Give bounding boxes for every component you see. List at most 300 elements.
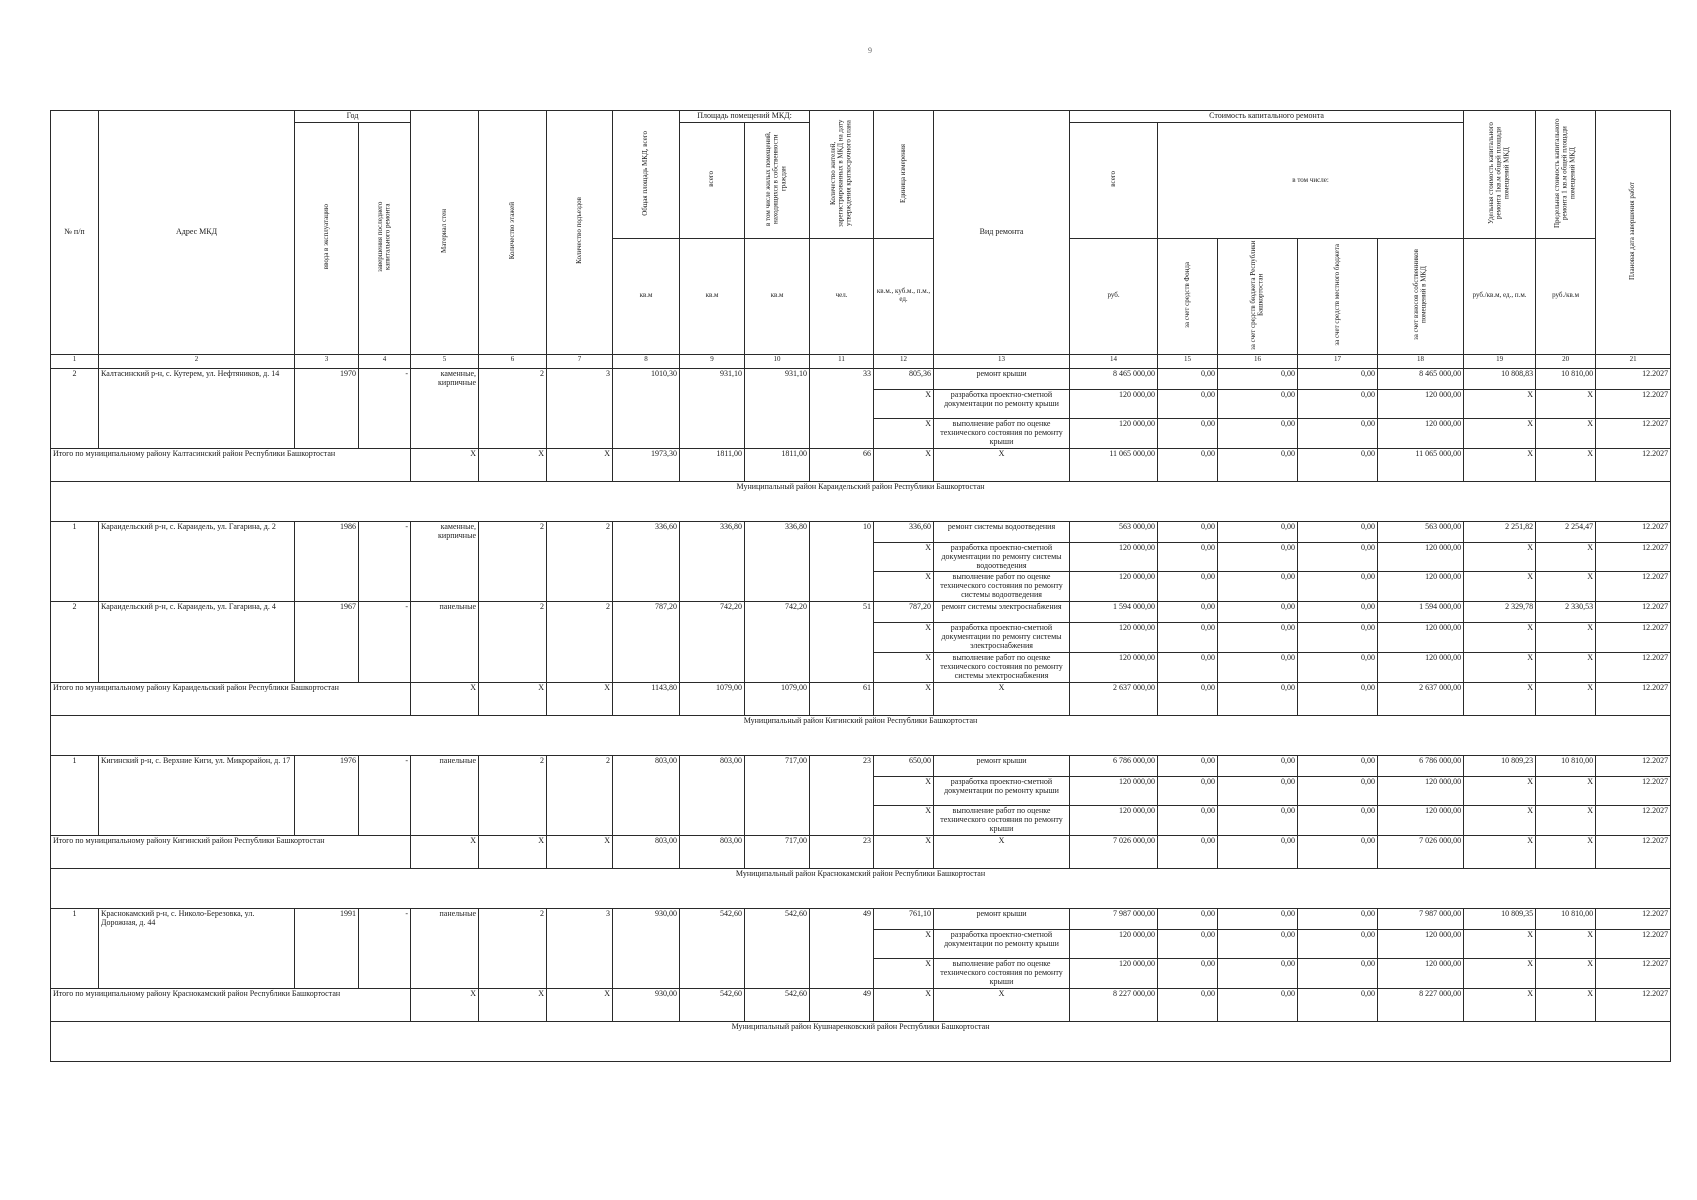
- cost-fund-cell: 0,00: [1158, 623, 1218, 653]
- cost-fund-cell: 0,00: [1158, 835, 1218, 868]
- plan-date-cell: 12.2027: [1596, 908, 1671, 929]
- cost-total-cell: 6 786 000,00: [1070, 756, 1158, 777]
- cost-total-cell: 120 000,00: [1070, 806, 1158, 836]
- unit-cost-cell: X: [1464, 929, 1536, 958]
- limit-cost-cell: X: [1536, 572, 1596, 602]
- plan-date-cell: 12.2027: [1596, 929, 1671, 958]
- cost-local-cell: 0,00: [1298, 623, 1378, 653]
- cost-fund-cell: 0,00: [1158, 368, 1218, 389]
- area-owned-cell: 717,00: [745, 835, 810, 868]
- year-commission-cell: 1986: [295, 521, 359, 602]
- district-section-heading: Муниципальный район Краснокамский район Республики Башкортостан: [51, 868, 1671, 908]
- floors-cell: 2: [479, 521, 547, 602]
- cost-fund-cell: 0,00: [1158, 542, 1218, 572]
- unit-cost-cell: X: [1464, 623, 1536, 653]
- wall-material-cell: X: [411, 683, 479, 716]
- work-type-cell: ремонт крыши: [934, 908, 1070, 929]
- area-all-cell: 336,80: [680, 521, 745, 602]
- table-row: [51, 602, 1671, 623]
- unit-cost-cell: X: [1464, 448, 1536, 481]
- year-last-repair-cell: -: [359, 602, 411, 683]
- cost-owners-cell: 120 000,00: [1378, 806, 1464, 836]
- cost-local-cell: 0,00: [1298, 908, 1378, 929]
- unit-cell: руб./кв.м, ед., п.м.: [1464, 238, 1536, 354]
- cost-local-cell: 0,00: [1298, 835, 1378, 868]
- address-cell: Калтасинский р-н, с. Кутерем, ул. Нефтяников, д. 14: [99, 368, 295, 448]
- residents-cell: 10: [810, 521, 874, 602]
- capital-repair-table: [50, 110, 1671, 1062]
- unit-cost-cell: X: [1464, 572, 1536, 602]
- wall-material-cell: каменные, кирпичные: [411, 521, 479, 602]
- plan-date-cell: 12.2027: [1596, 835, 1671, 868]
- cost-total-cell: 1 594 000,00: [1070, 602, 1158, 623]
- floors-cell: 2: [479, 602, 547, 683]
- unit-cost-cell: X: [1464, 835, 1536, 868]
- cost-rb-cell: 0,00: [1218, 368, 1298, 389]
- work-type-cell: разработка проектно-сметной документации по ремонту крыши: [934, 389, 1070, 418]
- residents-cell: 66: [810, 448, 874, 481]
- cost-owners-cell: 120 000,00: [1378, 929, 1464, 958]
- area-owned-cell: 542,60: [745, 988, 810, 1021]
- cost-owners-cell: 120 000,00: [1378, 572, 1464, 602]
- work-type-cell: выполнение работ по оценке технического состояния по ремонту системы водоотведения: [934, 572, 1070, 602]
- area-all-cell: 542,60: [680, 988, 745, 1021]
- cost-total-cell: 120 000,00: [1070, 572, 1158, 602]
- work-type-cell: X: [934, 683, 1070, 716]
- residents-cell: 23: [810, 756, 874, 836]
- residents-cell: 61: [810, 683, 874, 716]
- cost-rb-cell: 0,00: [1218, 572, 1298, 602]
- area-all-cell: 1079,00: [680, 683, 745, 716]
- cost-local-cell: 0,00: [1298, 653, 1378, 683]
- limit-cost-cell: 10 810,00: [1536, 368, 1596, 389]
- cost-fund-cell: 0,00: [1158, 572, 1218, 602]
- column-number: 11: [810, 354, 874, 368]
- col-plan-date-header: Плановая дата завершения работ: [1596, 111, 1671, 355]
- district-total-row: [51, 988, 1671, 1021]
- limit-cost-cell: 2 254,47: [1536, 521, 1596, 542]
- column-number: 4: [359, 354, 411, 368]
- unit-cost-cell: 2 329,78: [1464, 602, 1536, 623]
- col-cost-fund-header: за счет средств Фонда: [1158, 238, 1218, 354]
- year-last-repair-cell: -: [359, 368, 411, 448]
- work-type-cell: выполнение работ по оценке технического состояния по ремонту крыши: [934, 806, 1070, 836]
- row-number-cell: 1: [51, 521, 99, 602]
- quantity-cell: X: [874, 653, 934, 683]
- district-section-row: [51, 868, 1671, 908]
- total-area-cell: 1143,80: [613, 683, 680, 716]
- floors-cell: X: [479, 835, 547, 868]
- cost-local-cell: 0,00: [1298, 806, 1378, 836]
- limit-cost-cell: X: [1536, 806, 1596, 836]
- plan-date-cell: 12.2027: [1596, 448, 1671, 481]
- limit-cost-cell: X: [1536, 542, 1596, 572]
- column-number: 16: [1218, 354, 1298, 368]
- year-last-repair-cell: -: [359, 521, 411, 602]
- total-area-cell: 803,00: [613, 756, 680, 836]
- total-area-cell: 336,60: [613, 521, 680, 602]
- limit-cost-cell: X: [1536, 835, 1596, 868]
- area-all-cell: 742,20: [680, 602, 745, 683]
- limit-cost-cell: X: [1536, 777, 1596, 806]
- quantity-cell: X: [874, 448, 934, 481]
- unit-cost-cell: X: [1464, 806, 1536, 836]
- group-premises-area-header: Площадь помещений МКД:: [680, 111, 810, 123]
- col-unit-cost-header: Удельная стоимость капитального ремонта 1кв.м общей площади помещений МКД: [1464, 111, 1536, 239]
- cost-local-cell: 0,00: [1298, 929, 1378, 958]
- cost-rb-cell: 0,00: [1218, 542, 1298, 572]
- row-number-cell: 1: [51, 756, 99, 836]
- residents-cell: 49: [810, 908, 874, 988]
- work-type-cell: выполнение работ по оценке технического состояния по ремонту крыши: [934, 418, 1070, 448]
- cost-rb-cell: 0,00: [1218, 958, 1298, 988]
- unit-cost-cell: 10 809,35: [1464, 908, 1536, 929]
- cost-fund-cell: 0,00: [1158, 683, 1218, 716]
- row-number-cell: 2: [51, 368, 99, 448]
- column-number: 5: [411, 354, 479, 368]
- col-no-header: № п/п: [51, 111, 99, 355]
- cost-total-cell: 120 000,00: [1070, 653, 1158, 683]
- quantity-cell: X: [874, 929, 934, 958]
- column-number: 19: [1464, 354, 1536, 368]
- plan-date-cell: 12.2027: [1596, 418, 1671, 448]
- unit-cell: руб.: [1070, 238, 1158, 354]
- wall-material-cell: панельные: [411, 756, 479, 836]
- table-header: [51, 111, 1671, 369]
- area-owned-cell: 336,80: [745, 521, 810, 602]
- plan-date-cell: 12.2027: [1596, 521, 1671, 542]
- year-commission-cell: 1967: [295, 602, 359, 683]
- entrances-cell: 2: [547, 602, 613, 683]
- cost-owners-cell: 7 026 000,00: [1378, 835, 1464, 868]
- cost-total-cell: 11 065 000,00: [1070, 448, 1158, 481]
- entrances-cell: 2: [547, 521, 613, 602]
- wall-material-cell: X: [411, 448, 479, 481]
- cost-local-cell: 0,00: [1298, 683, 1378, 716]
- col-cost-owners-header: за счет взносов собственников помещений в МКД: [1378, 238, 1464, 354]
- cost-owners-cell: 120 000,00: [1378, 542, 1464, 572]
- cost-total-cell: 7 987 000,00: [1070, 908, 1158, 929]
- table-row: [51, 368, 1671, 389]
- table-row: [51, 756, 1671, 777]
- year-commission-cell: 1976: [295, 756, 359, 836]
- cost-rb-cell: 0,00: [1218, 908, 1298, 929]
- cost-local-cell: 0,00: [1298, 418, 1378, 448]
- column-number: 12: [874, 354, 934, 368]
- cost-owners-cell: 8 227 000,00: [1378, 988, 1464, 1021]
- year-last-repair-cell: -: [359, 908, 411, 988]
- plan-date-cell: 12.2027: [1596, 572, 1671, 602]
- cost-rb-cell: 0,00: [1218, 929, 1298, 958]
- floors-cell: 2: [479, 756, 547, 836]
- cost-rb-cell: 0,00: [1218, 389, 1298, 418]
- column-number: 21: [1596, 354, 1671, 368]
- cost-local-cell: 0,00: [1298, 542, 1378, 572]
- plan-date-cell: 12.2027: [1596, 806, 1671, 836]
- unit-cost-cell: 10 808,83: [1464, 368, 1536, 389]
- cost-local-cell: 0,00: [1298, 389, 1378, 418]
- quantity-cell: X: [874, 958, 934, 988]
- cost-rb-cell: 0,00: [1218, 623, 1298, 653]
- area-owned-cell: 742,20: [745, 602, 810, 683]
- cost-local-cell: 0,00: [1298, 572, 1378, 602]
- quantity-cell: X: [874, 988, 934, 1021]
- district-section-heading: Муниципальный район Кигинский район Республики Башкортостан: [51, 716, 1671, 756]
- entrances-cell: 3: [547, 908, 613, 988]
- wall-material-cell: X: [411, 988, 479, 1021]
- limit-cost-cell: X: [1536, 929, 1596, 958]
- column-number: 3: [295, 354, 359, 368]
- cost-owners-cell: 1 594 000,00: [1378, 602, 1464, 623]
- cost-fund-cell: 0,00: [1158, 418, 1218, 448]
- col-year-commission-header: ввода в эксплуатацию: [295, 122, 359, 354]
- wall-material-cell: X: [411, 835, 479, 868]
- col-residents-header: Количество жителей, зарегистрированных в МКД на дату утверждения краткосрочного плана: [810, 111, 874, 239]
- unit-cell: кв.м: [680, 238, 745, 354]
- cost-fund-cell: 0,00: [1158, 908, 1218, 929]
- cost-owners-cell: 120 000,00: [1378, 418, 1464, 448]
- column-number: 17: [1298, 354, 1378, 368]
- cost-rb-cell: 0,00: [1218, 806, 1298, 836]
- entrances-cell: 2: [547, 756, 613, 836]
- unit-cost-cell: X: [1464, 683, 1536, 716]
- unit-cost-cell: X: [1464, 418, 1536, 448]
- column-number: 10: [745, 354, 810, 368]
- cost-fund-cell: 0,00: [1158, 958, 1218, 988]
- area-owned-cell: 1811,00: [745, 448, 810, 481]
- work-type-cell: разработка проектно-сметной документации по ремонту системы водоотведения: [934, 542, 1070, 572]
- entrances-cell: 3: [547, 368, 613, 448]
- cost-owners-cell: 7 987 000,00: [1378, 908, 1464, 929]
- cost-owners-cell: 11 065 000,00: [1378, 448, 1464, 481]
- address-cell: Кигинский р-н, с. Верхние Киги, ул. Микрорайон, д. 17: [99, 756, 295, 836]
- unit-cost-cell: X: [1464, 988, 1536, 1021]
- cost-total-cell: 563 000,00: [1070, 521, 1158, 542]
- col-area-all-header: всего: [680, 122, 745, 238]
- cost-rb-cell: 0,00: [1218, 835, 1298, 868]
- cost-fund-cell: 0,00: [1158, 777, 1218, 806]
- residents-cell: 33: [810, 368, 874, 448]
- area-all-cell: 931,10: [680, 368, 745, 448]
- quantity-cell: X: [874, 683, 934, 716]
- column-number: 2: [99, 354, 295, 368]
- entrances-cell: X: [547, 448, 613, 481]
- column-number: 8: [613, 354, 680, 368]
- cost-rb-cell: 0,00: [1218, 521, 1298, 542]
- cost-owners-cell: 120 000,00: [1378, 623, 1464, 653]
- column-number: 1: [51, 354, 99, 368]
- cost-fund-cell: 0,00: [1158, 806, 1218, 836]
- col-year-last-repair-header: завершения последнего капитального ремонта: [359, 122, 411, 354]
- cost-rb-cell: 0,00: [1218, 777, 1298, 806]
- cost-total-cell: 120 000,00: [1070, 542, 1158, 572]
- cost-total-cell: 120 000,00: [1070, 777, 1158, 806]
- year-commission-cell: 1970: [295, 368, 359, 448]
- quantity-cell: X: [874, 623, 934, 653]
- work-type-cell: ремонт крыши: [934, 756, 1070, 777]
- group-year-header: Год: [295, 111, 411, 123]
- residents-cell: 49: [810, 988, 874, 1021]
- cost-local-cell: 0,00: [1298, 368, 1378, 389]
- district-total-label: Итого по муниципальному району Караидельский район Республики Башкортостан: [51, 683, 411, 716]
- unit-cost-cell: X: [1464, 653, 1536, 683]
- plan-date-cell: 12.2027: [1596, 602, 1671, 623]
- quantity-cell: X: [874, 572, 934, 602]
- page-number-mark: 9: [868, 46, 872, 55]
- quantity-cell: X: [874, 418, 934, 448]
- row-number-cell: 2: [51, 602, 99, 683]
- limit-cost-cell: X: [1536, 448, 1596, 481]
- column-number: 7: [547, 354, 613, 368]
- address-cell: Караидельский р-н, с. Караидель, ул. Гагарина, д. 2: [99, 521, 295, 602]
- work-type-cell: разработка проектно-сметной документации по ремонту системы электроснабжения: [934, 623, 1070, 653]
- cost-owners-cell: 6 786 000,00: [1378, 756, 1464, 777]
- limit-cost-cell: X: [1536, 623, 1596, 653]
- work-type-cell: X: [934, 448, 1070, 481]
- quantity-cell: 761,10: [874, 908, 934, 929]
- column-number: 6: [479, 354, 547, 368]
- quantity-cell: X: [874, 806, 934, 836]
- entrances-cell: X: [547, 835, 613, 868]
- work-type-cell: X: [934, 988, 1070, 1021]
- residents-cell: 23: [810, 835, 874, 868]
- column-number: 13: [934, 354, 1070, 368]
- limit-cost-cell: 10 810,00: [1536, 756, 1596, 777]
- cost-rb-cell: 0,00: [1218, 988, 1298, 1021]
- cost-local-cell: 0,00: [1298, 958, 1378, 988]
- quantity-cell: 650,00: [874, 756, 934, 777]
- floors-cell: X: [479, 683, 547, 716]
- limit-cost-cell: X: [1536, 988, 1596, 1021]
- total-area-cell: 1973,30: [613, 448, 680, 481]
- area-owned-cell: 717,00: [745, 756, 810, 836]
- quantity-cell: X: [874, 777, 934, 806]
- district-total-row: [51, 448, 1671, 481]
- group-cost-header: Стоимость капитального ремонта: [1070, 111, 1464, 123]
- cost-local-cell: 0,00: [1298, 756, 1378, 777]
- cost-rb-cell: 0,00: [1218, 602, 1298, 623]
- cost-local-cell: 0,00: [1298, 521, 1378, 542]
- cost-rb-cell: 0,00: [1218, 418, 1298, 448]
- unit-cost-cell: 2 251,82: [1464, 521, 1536, 542]
- column-number: 20: [1536, 354, 1596, 368]
- address-cell: Караидельский р-н, с. Караидель, ул. Гагарина, д. 4: [99, 602, 295, 683]
- col-entrances-header: Количество подъездов: [547, 111, 613, 355]
- cost-fund-cell: 0,00: [1158, 653, 1218, 683]
- area-all-cell: 803,00: [680, 756, 745, 836]
- quantity-cell: 787,20: [874, 602, 934, 623]
- cost-rb-cell: 0,00: [1218, 756, 1298, 777]
- unit-cost-cell: X: [1464, 389, 1536, 418]
- cost-local-cell: 0,00: [1298, 777, 1378, 806]
- cost-fund-cell: 0,00: [1158, 602, 1218, 623]
- entrances-cell: X: [547, 683, 613, 716]
- plan-date-cell: 12.2027: [1596, 777, 1671, 806]
- wall-material-cell: панельные: [411, 908, 479, 988]
- cost-fund-cell: 0,00: [1158, 988, 1218, 1021]
- limit-cost-cell: 10 810,00: [1536, 908, 1596, 929]
- unit-cell: кв.м: [745, 238, 810, 354]
- cost-total-cell: 120 000,00: [1070, 418, 1158, 448]
- plan-date-cell: 12.2027: [1596, 389, 1671, 418]
- wall-material-cell: каменные, кирпичные: [411, 368, 479, 448]
- table-row: [51, 521, 1671, 542]
- cost-fund-cell: 0,00: [1158, 448, 1218, 481]
- cost-total-cell: 120 000,00: [1070, 929, 1158, 958]
- area-all-cell: 803,00: [680, 835, 745, 868]
- col-limit-cost-header: Предельная стоимость капитального ремонта 1 кв.м общей площади помещений МКД: [1536, 111, 1596, 239]
- quantity-cell: 805,36: [874, 368, 934, 389]
- col-wall-material-header: Материал стен: [411, 111, 479, 355]
- cost-rb-cell: 0,00: [1218, 448, 1298, 481]
- cost-owners-cell: 2 637 000,00: [1378, 683, 1464, 716]
- plan-date-cell: 12.2027: [1596, 756, 1671, 777]
- floors-cell: X: [479, 988, 547, 1021]
- district-total-row: [51, 683, 1671, 716]
- work-type-cell: ремонт крыши: [934, 368, 1070, 389]
- district-section-heading: Муниципальный район Кушнаренковский район Республики Башкортостан: [51, 1021, 1671, 1061]
- district-total-label: Итого по муниципальному району Кигинский район Республики Башкортостан: [51, 835, 411, 868]
- cost-local-cell: 0,00: [1298, 602, 1378, 623]
- district-total-row: [51, 835, 1671, 868]
- work-type-cell: разработка проектно-сметной документации по ремонту крыши: [934, 777, 1070, 806]
- plan-date-cell: 12.2027: [1596, 368, 1671, 389]
- area-owned-cell: 542,60: [745, 908, 810, 988]
- cost-owners-cell: 120 000,00: [1378, 777, 1464, 806]
- limit-cost-cell: X: [1536, 389, 1596, 418]
- cost-rb-cell: 0,00: [1218, 653, 1298, 683]
- work-type-cell: ремонт системы водоотведения: [934, 521, 1070, 542]
- cost-rb-cell: 0,00: [1218, 683, 1298, 716]
- address-cell: Краснокамский р-н, с. Николо-Березовка, ул. Дорожная, д. 44: [99, 908, 295, 988]
- cost-total-cell: 120 000,00: [1070, 958, 1158, 988]
- col-area-owned-header: в том числе жилых помещений, находящихся в собственности граждан: [745, 122, 810, 238]
- cost-local-cell: 0,00: [1298, 988, 1378, 1021]
- quantity-cell: 336,60: [874, 521, 934, 542]
- unit-cost-cell: X: [1464, 777, 1536, 806]
- limit-cost-cell: X: [1536, 683, 1596, 716]
- area-all-cell: 542,60: [680, 908, 745, 988]
- limit-cost-cell: 2 330,53: [1536, 602, 1596, 623]
- area-owned-cell: 1079,00: [745, 683, 810, 716]
- floors-cell: X: [479, 448, 547, 481]
- cost-fund-cell: 0,00: [1158, 929, 1218, 958]
- plan-date-cell: 12.2027: [1596, 542, 1671, 572]
- col-cost-rb-header: за счет средств бюджета Республики Башкортостан: [1218, 238, 1298, 354]
- cost-owners-cell: 120 000,00: [1378, 653, 1464, 683]
- quantity-cell: X: [874, 542, 934, 572]
- entrances-cell: X: [547, 988, 613, 1021]
- total-area-cell: 930,00: [613, 988, 680, 1021]
- cost-total-cell: 120 000,00: [1070, 623, 1158, 653]
- cost-owners-cell: 8 465 000,00: [1378, 368, 1464, 389]
- col-total-area-header: Общая площадь МКД, всего: [613, 111, 680, 239]
- work-type-cell: выполнение работ по оценке технического состояния по ремонту крыши: [934, 958, 1070, 988]
- work-type-cell: выполнение работ по оценке технического состояния по ремонту системы электроснабжения: [934, 653, 1070, 683]
- plan-date-cell: 12.2027: [1596, 623, 1671, 653]
- year-last-repair-cell: -: [359, 756, 411, 836]
- area-owned-cell: 931,10: [745, 368, 810, 448]
- floors-cell: 2: [479, 368, 547, 448]
- table-body: [51, 368, 1671, 1061]
- col-cost-local-header: за счет средств местного бюджета: [1298, 238, 1378, 354]
- group-incl-header: в том числе:: [1158, 122, 1464, 238]
- cost-total-cell: 2 637 000,00: [1070, 683, 1158, 716]
- unit-cost-cell: X: [1464, 542, 1536, 572]
- limit-cost-cell: X: [1536, 653, 1596, 683]
- work-type-cell: X: [934, 835, 1070, 868]
- cost-owners-cell: 120 000,00: [1378, 389, 1464, 418]
